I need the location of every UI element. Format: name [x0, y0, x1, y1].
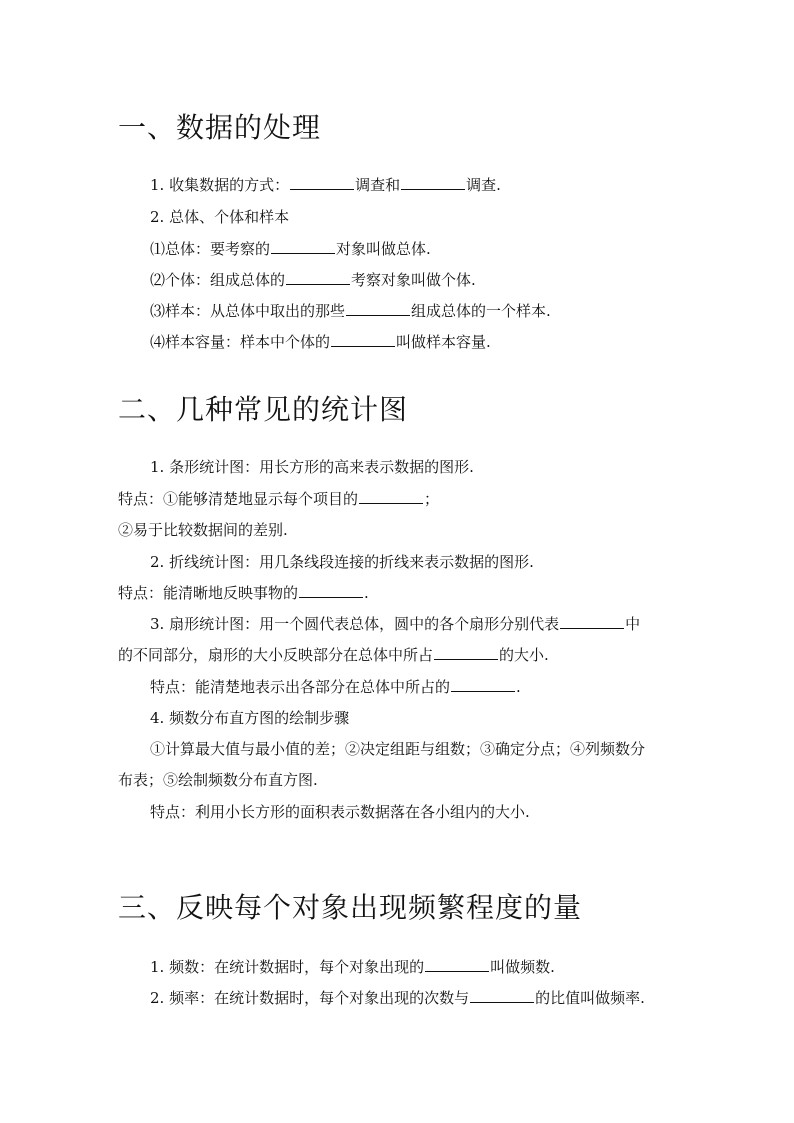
- section-heading-frequency: 三、反映每个对象出现频繁程度的量: [118, 891, 583, 924]
- line-histogram-steps-title: 4. 频数分布直方图的绘制步骤: [150, 709, 350, 727]
- fill-blank[interactable]: [434, 645, 498, 660]
- line-pie-chart-def: 3. 扇形统计图：用一个圆代表总体，圆中的各个扇形分别代表 中: [150, 615, 641, 633]
- fill-blank[interactable]: [286, 270, 350, 285]
- line-individual-def: ⑵个体：组成总体的 考察对象叫做个体.: [150, 271, 476, 289]
- line-sample-size-def: ⑷样本容量：样本中个体的 叫做样本容量.: [150, 333, 491, 351]
- line-histogram-feature: 特点：利用小长方形的面积表示数据落在各小组内的大小.: [150, 803, 530, 821]
- fill-blank[interactable]: [271, 239, 335, 254]
- fill-blank[interactable]: [560, 614, 624, 629]
- line-pie-chart-feature: 特点：能清楚地表示出各部分在总体中所占的 .: [150, 678, 521, 696]
- fill-blank[interactable]: [401, 175, 465, 190]
- section-heading-statistical-charts: 二、几种常见的统计图: [118, 393, 409, 426]
- line-histogram-steps: ①计算最大值与最小值的差；②决定组距与组数；③确定分点；④列频数分: [150, 740, 646, 758]
- fill-blank[interactable]: [299, 583, 363, 598]
- line-line-chart-def: 2. 折线统计图：用几条线段连接的折线来表示数据的图形.: [150, 553, 534, 571]
- line-histogram-steps-cont: 布表；⑤绘制频数分布直方图.: [118, 771, 318, 789]
- fill-blank[interactable]: [346, 301, 410, 316]
- line-frequency-count-def: 1. 频数：在统计数据时，每个对象出现的 叫做频数.: [150, 958, 555, 976]
- line-frequency-rate-def: 2. 频率：在统计数据时，每个对象出现的次数与 的比值叫做频率.: [150, 989, 645, 1007]
- line-bar-chart-def: 1. 条形统计图：用长方形的高来表示数据的图形.: [150, 458, 474, 476]
- fill-blank[interactable]: [470, 988, 534, 1003]
- line-bar-chart-feature-2: ②易于比较数据间的差别.: [118, 521, 288, 539]
- line-pie-chart-def-cont: 的不同部分，扇形的大小反映部分在总体中所占 的大小.: [118, 646, 549, 664]
- line-line-chart-feature: 特点：能清晰地反映事物的 .: [118, 584, 369, 602]
- section-heading-data-processing: 一、数据的处理: [118, 111, 322, 144]
- line-data-collection-methods: 1. 收集数据的方式： 调查和 调查.: [150, 176, 501, 194]
- fill-blank[interactable]: [451, 677, 515, 692]
- line-population-def: ⑴总体：要考察的 对象叫做总体.: [150, 240, 431, 258]
- fill-blank[interactable]: [290, 175, 354, 190]
- line-sample-def: ⑶样本：从总体中取出的那些 组成总体的一个样本.: [150, 302, 551, 320]
- fill-blank[interactable]: [331, 332, 395, 347]
- fill-blank[interactable]: [359, 489, 423, 504]
- line-bar-chart-feature-1: 特点：①能够清楚地显示每个项目的 ；: [118, 490, 440, 508]
- line-population-individual-sample: 2. 总体、个体和样本: [150, 208, 290, 226]
- fill-blank[interactable]: [425, 957, 489, 972]
